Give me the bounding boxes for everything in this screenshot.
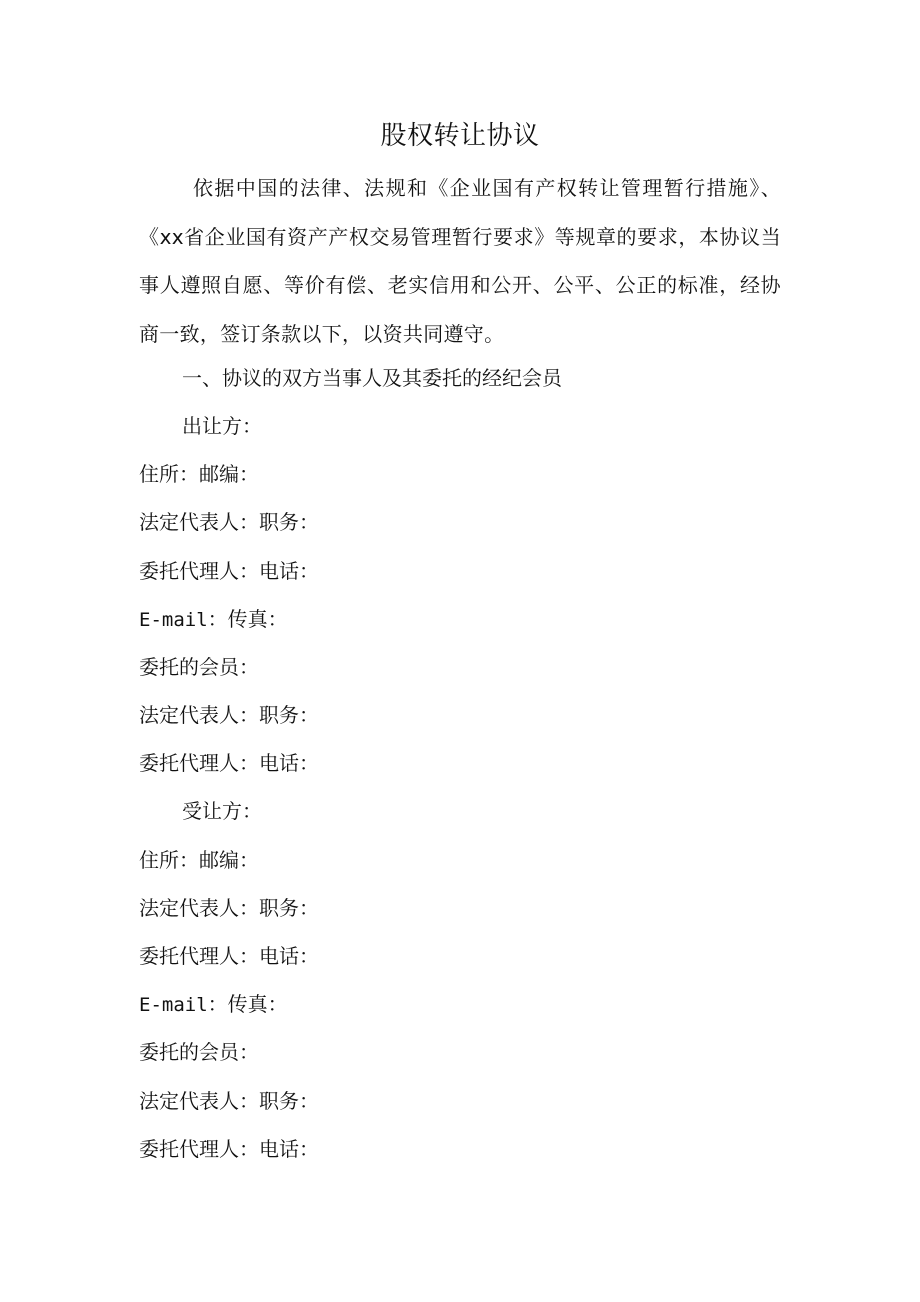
transferee-label: 受让方： (182, 799, 262, 823)
transferor-fax-label: ：传真： (207, 607, 288, 631)
section-1-heading: 一、协议的双方当事人及其委托的经纪会员 (182, 366, 562, 390)
transferor-agent-line: 委托代理人：电话： (139, 559, 319, 583)
document-title: 股权转让协议 (380, 121, 540, 151)
transferee-agent-line: 委托代理人：电话： (139, 944, 319, 968)
transferor-legal-rep-line: 法定代表人：职务： (139, 510, 319, 534)
transferee-member-line: 委托的会员： (139, 1040, 259, 1064)
transferee-address-line: 住所：邮编： (139, 848, 259, 872)
transferor-member-line: 委托的会员： (139, 655, 259, 679)
transferor-email-label: E-mail (139, 609, 208, 631)
transferor-label: 出让方： (182, 414, 262, 438)
transferee-member-agent-line: 委托代理人：电话： (139, 1137, 319, 1161)
transferee-fax-label: ：传真： (207, 992, 288, 1016)
transferee-legal-rep-line: 法定代表人：职务： (139, 896, 319, 920)
transferor-email-line (139, 604, 288, 635)
transferee-email-label: E-mail (139, 994, 208, 1016)
transferor-member-agent-line: 委托代理人：电话： (139, 751, 319, 775)
transferee-member-legal-rep-line: 法定代表人：职务： (139, 1089, 319, 1113)
intro-paragraph: 依据中国的法律、法规和《企业国有产权转让管理暂行措施》、《xx省企业国有资产产权交易管理暂行要求》等规章的要求，本协议当事人遵照自愿、等价有偿、老实信用和公开、公平、公正的标准，经协商一致，签订条款以下，以资共同遵守。 (139, 176, 781, 346)
transferor-address-line: 住所：邮编： (139, 462, 259, 486)
transferor-member-legal-rep-line: 法定代表人：职务： (139, 703, 319, 727)
transferee-email-line (139, 989, 288, 1020)
